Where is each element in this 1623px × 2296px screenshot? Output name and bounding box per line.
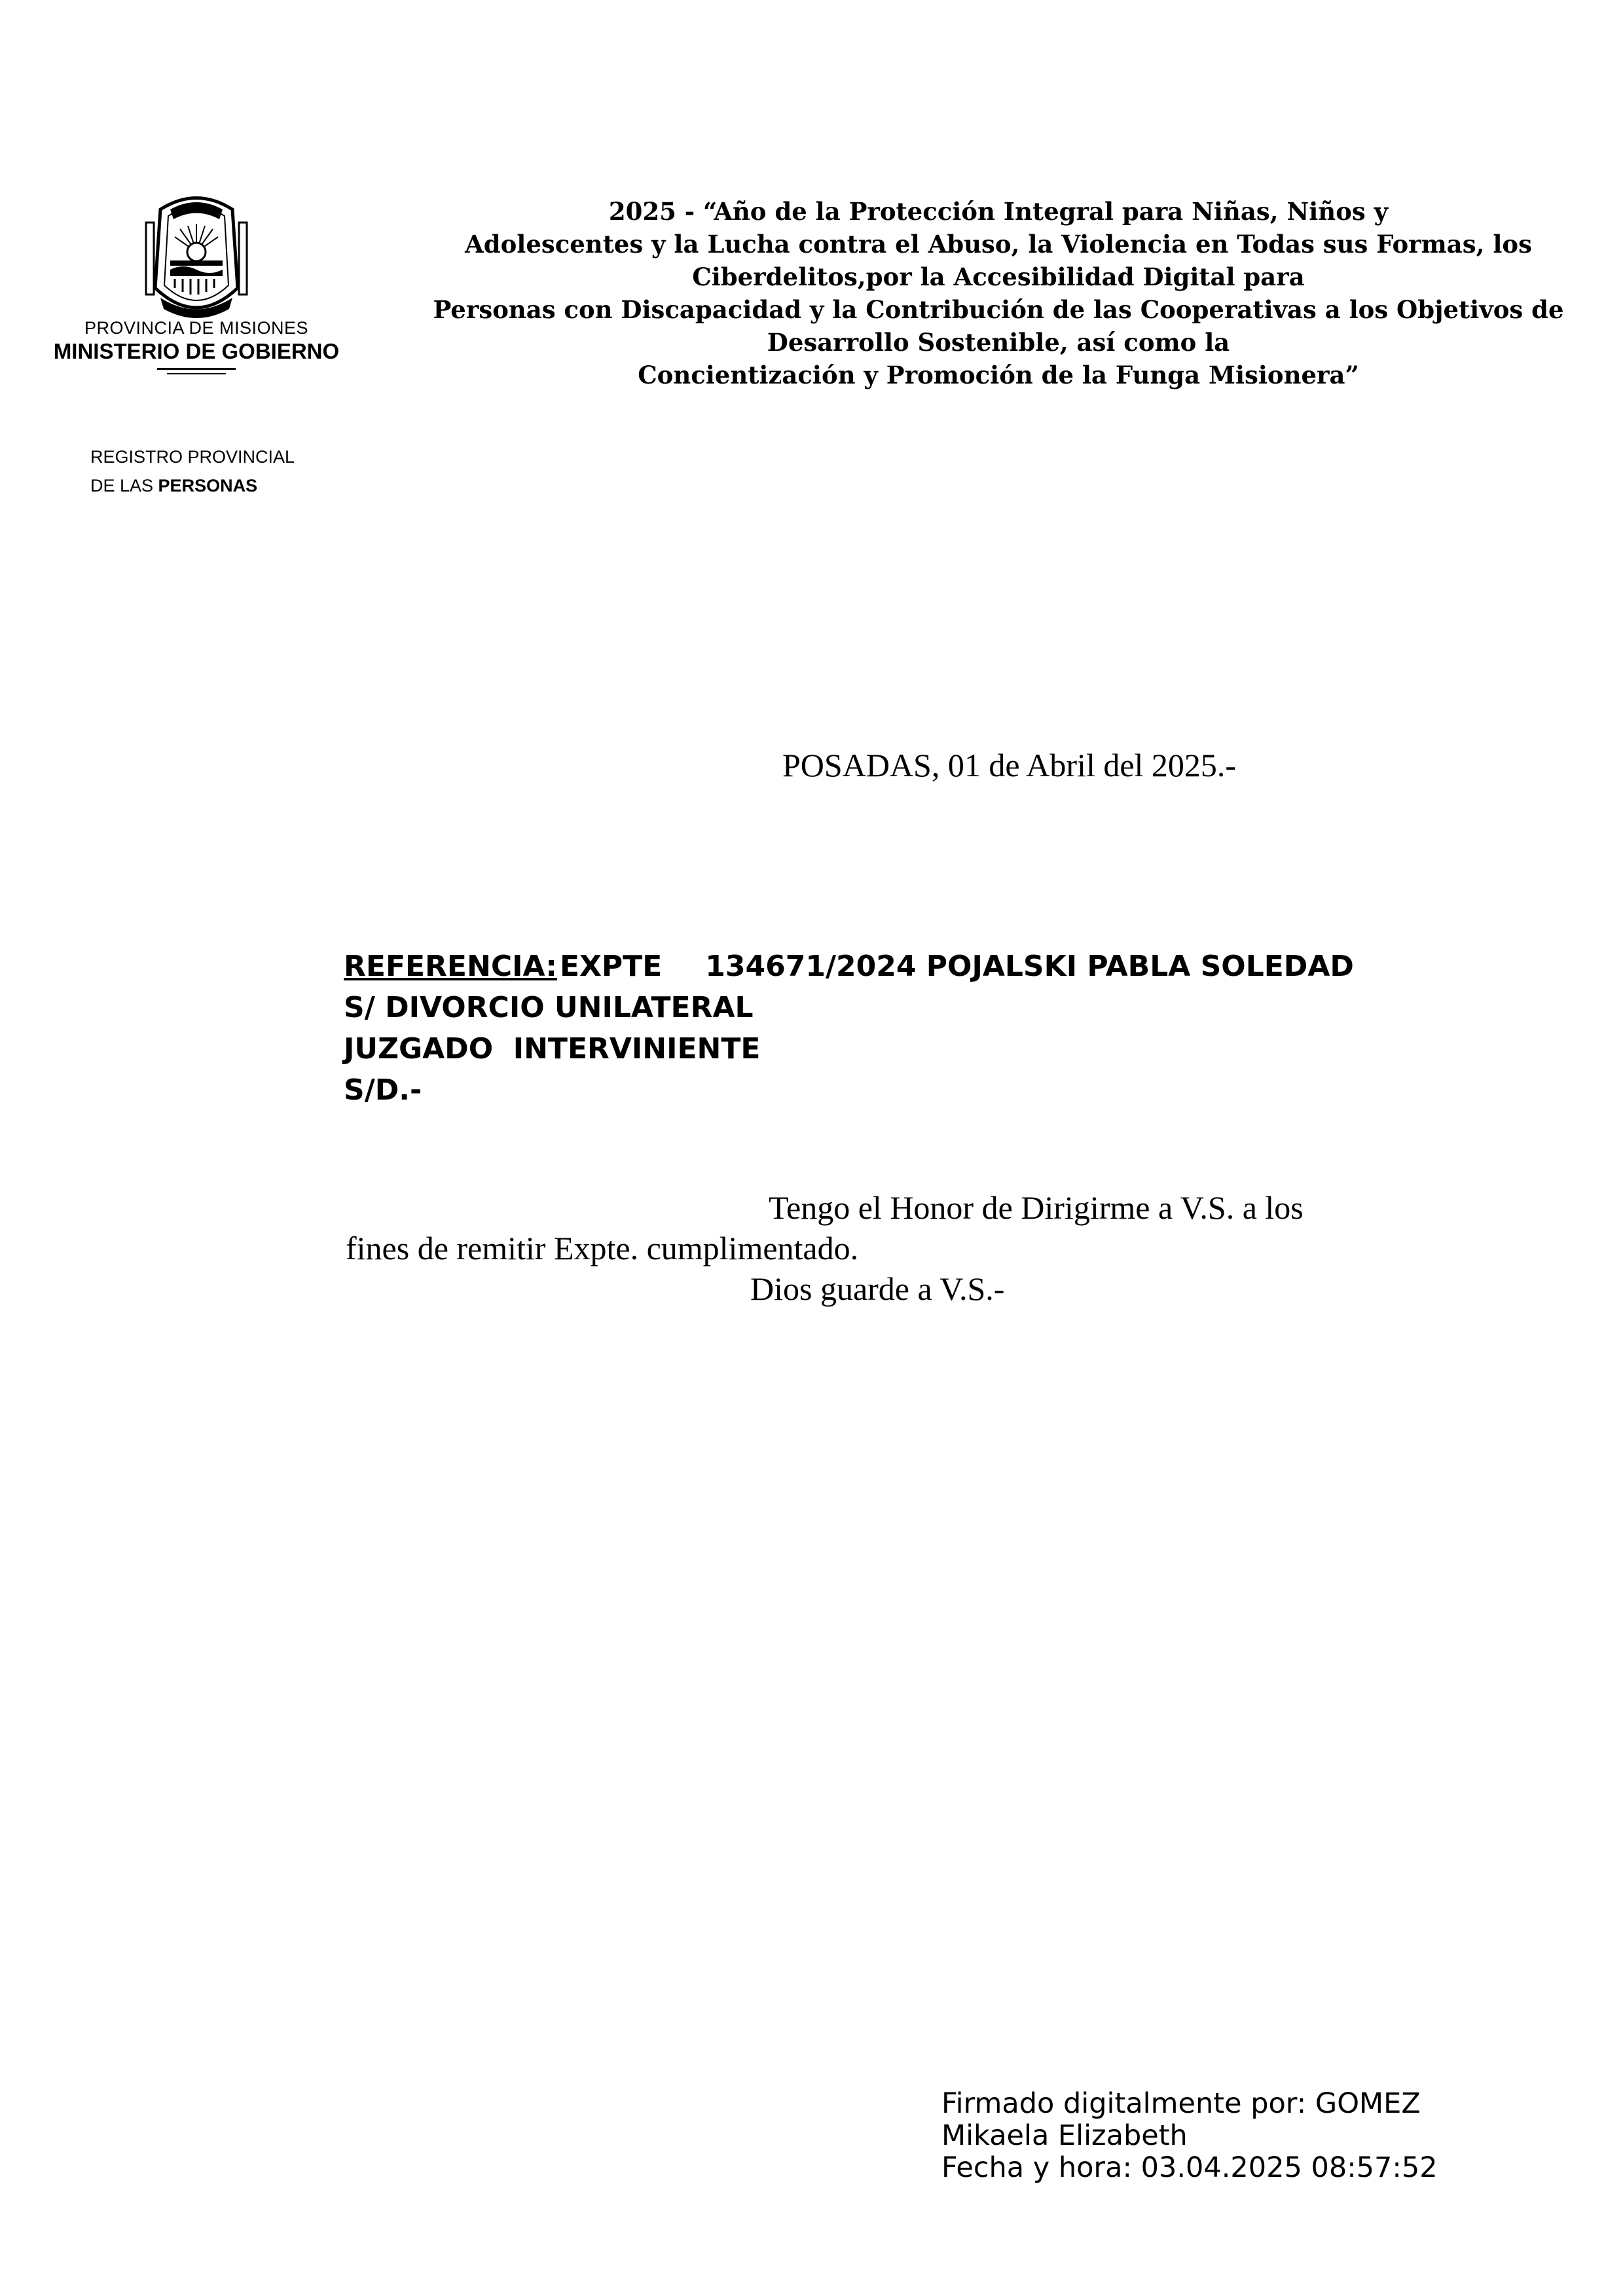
body-line: fines de remitir Expte. cumplimentado. — [346, 1230, 859, 1266]
motto-line: Concientización y Promoción de la Funga Misionera” — [638, 361, 1359, 389]
motto-line: Desarrollo Sostenible, así como la — [767, 328, 1230, 357]
year-motto — [399, 195, 1597, 391]
body-line: Tengo el Honor de Dirigirme a V.S. a los — [769, 1189, 1304, 1226]
motto-line: Adolescentes y la Lucha contra el Abuso, la Violencia en Todas sus Formas, los — [465, 230, 1532, 259]
letter-body — [346, 1187, 1304, 1309]
reference-subject: S/ DIVORCIO UNILATERAL — [344, 991, 754, 1024]
logo-divider — [157, 368, 236, 370]
registry-line-1: REGISTRO PROVINCIAL — [90, 447, 295, 467]
motto-line: 2025 - “Año de la Protección Integral para Niñas, Niños y — [608, 197, 1389, 226]
reference-label: REFERENCIA: — [344, 950, 557, 983]
registry-label — [90, 442, 295, 500]
digital-signature — [941, 2088, 1438, 2184]
expte-number-and-name: 134671/2024 POJALSKI PABLA SOLEDAD — [705, 950, 1354, 983]
ministry-name: MINISTERIO DE GOBIERNO — [53, 339, 340, 363]
signature-line: Mikaela Elizabeth — [941, 2119, 1188, 2152]
province-name: PROVINCIA DE MISIONES — [84, 318, 309, 338]
reference-court: JUZGADO INTERVINIENTE — [344, 1032, 761, 1066]
provincia-de-misiones-crest-icon — [134, 190, 259, 321]
registry-line-2-prefix: DE LAS — [90, 476, 158, 495]
registry-line-2-bold: PERSONAS — [158, 476, 258, 495]
closing-line: Dios guarde a V.S.- — [750, 1270, 1005, 1307]
logo-divider — [167, 373, 226, 374]
place-date: POSADAS, 01 de Abril del 2025.- — [782, 747, 1237, 783]
signature-line: Firmado digitalmente por: GOMEZ — [941, 2087, 1421, 2120]
motto-line: Ciberdelitos,por la Accesibilidad Digital para — [692, 262, 1305, 291]
ministry-logo — [26, 190, 367, 386]
reference-sd: S/D.- — [344, 1073, 422, 1107]
signature-timestamp: Fecha y hora: 03.04.2025 08:57:52 — [941, 2151, 1438, 2184]
motto-line: Personas con Discapacidad y la Contribución de las Cooperativas a los Objetivos de — [433, 295, 1564, 324]
reference-line — [344, 946, 1354, 987]
expte-label: EXPTE — [559, 950, 663, 983]
registry-line-2 — [90, 471, 295, 500]
reference-block — [344, 946, 1354, 1111]
